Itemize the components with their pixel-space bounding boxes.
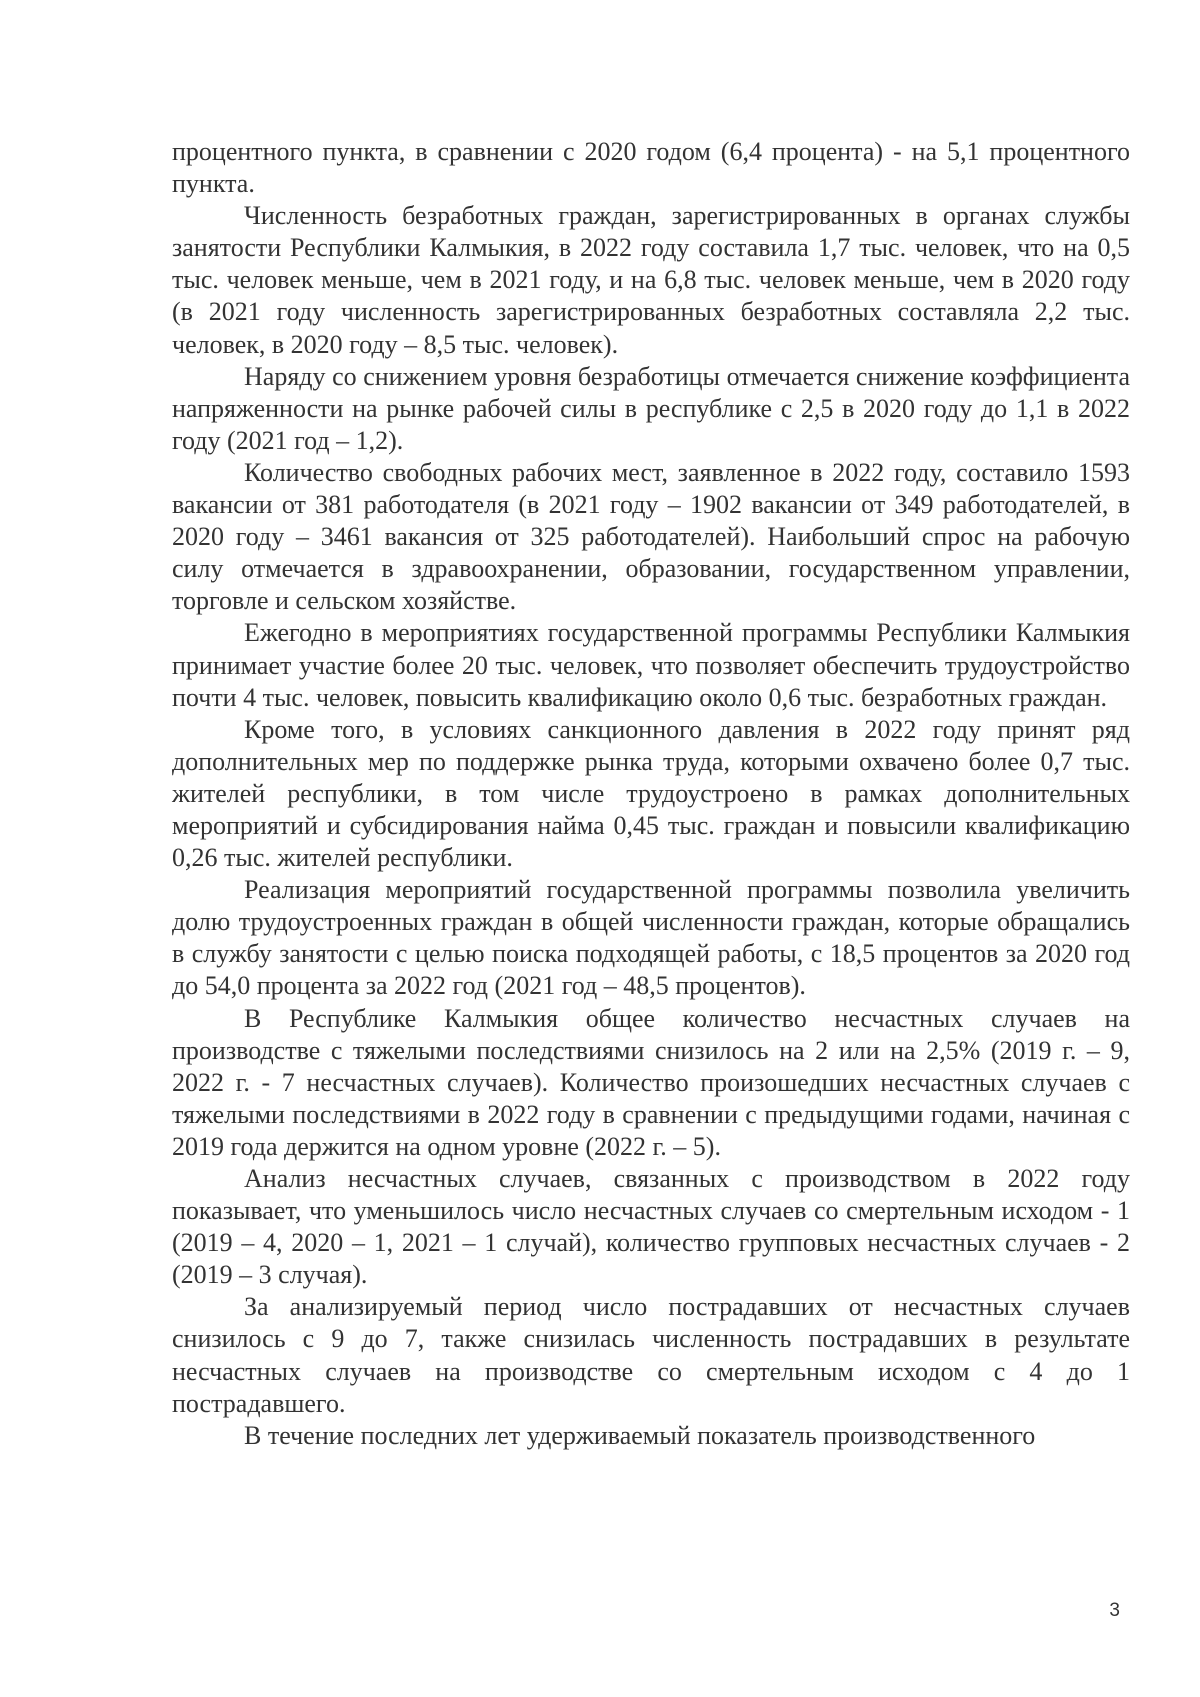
paragraph-trailing: В течение последних лет удерживаемый показатель производственного [244,1420,1036,1450]
paragraph-unemployed-count: Численность безработных граждан, зарегистрированных в органах службы занятости Республики Калмыкия, в 2022 году составила 1,7 тыс. человек, что на 0,5 тыс. человек меньше, чем в 2021 году, и на 6,8 тыс. человек меньше, чем в 2020 году (в 2021 году численность зарегистрированных безработных составляла 2,2 тыс. человек, в 2020 году – 8,5 тыс. человек). [172,201,1130,359]
paragraph-sanction-measures: Кроме того, в условиях санкционного давления в 2022 году принят ряд дополнительных мер по поддержке рынка труда, которыми охвачено более 0,7 тыс. жителей республики, в том числе трудоустроено в рамках дополнительных мероприятий и субсидирования найма 0,45 тыс. граждан и повысили квалификацию 0,26 тыс. жителей республики. [172,714,1130,873]
page-number: 3 [1109,1600,1120,1621]
paragraph-program-participants: Ежегодно в мероприятиях государственной программы Республики Калмыкия принимает участие более 20 тыс. человек, что позволяет обеспечить трудоустройство почти 4 тыс. человек, повысить квалификацию около 0,6 тыс. безработных граждан. [172,618,1130,712]
paragraph-vacancies: Количество свободных рабочих мест, заявленное в 2022 году, составило 1593 вакансии от 381 работодателя (в 2021 году – 1902 вакансии от 349 работодателей, в 2020 году – 3461 вакансия от 325 работодателей). Наибольший спрос на рабочую силу отмечается в здравоохранении, образовании, государственном управлении, торговле и сельском хозяйстве. [172,457,1130,616]
paragraph-employment-share: Реализация мероприятий государственной программы позволила увеличить долю трудоустроенных граждан в общей численности граждан, которые обращались в службу занятости с целью поиска подходящей работы, с 18,5 процентов за 2020 год до 54,0 процента за 2022 год (2021 год – 48,5 процентов). [172,875,1130,1001]
paragraph-accidents-total: В Республике Калмыкия общее количество несчастных случаев на производстве с тяжелыми последствиями снизилось на 2 или на 2,5% (2019 г. – 9, 2022 г. - 7 несчастных случаев). Количество произошедших несчастных случаев с тяжелыми последствиями в 2022 году в сравнении с предыдущими годами, начиная с 2019 года держится на одном уровне (2022 г. – 5). [172,1003,1130,1161]
paragraph-tension-coefficient: Наряду со снижением уровня безработицы отмечается снижение коэффициента напряженности на рынке рабочей силы в республике с 2,5 в 2020 году до 1,1 в 2022 году (2021 год – 1,2). [172,361,1130,455]
body-text [172,136,1130,1452]
paragraph-continuation: процентного пункта, в сравнении с 2020 годом (6,4 процента) - на 5,1 процентного пункта. [172,137,1130,199]
paragraph-accidents-analysis: Анализ несчастных случаев, связанных с производством в 2022 году показывает, что уменьшилось число несчастных случаев со смертельным исходом - 1 (2019 – 4, 2020 – 1, 2021 – 1 случай), количество групповых несчастных случаев - 2 (2019 – 3 случая). [172,1164,1130,1290]
paragraph-victims: За анализируемый период число пострадавших от несчастных случаев снизилось с 9 до 7, также снизилась численность пострадавших в результате несчастных случаев на производстве со смертельным исходом с 4 до 1 пострадавшего. [172,1292,1130,1418]
